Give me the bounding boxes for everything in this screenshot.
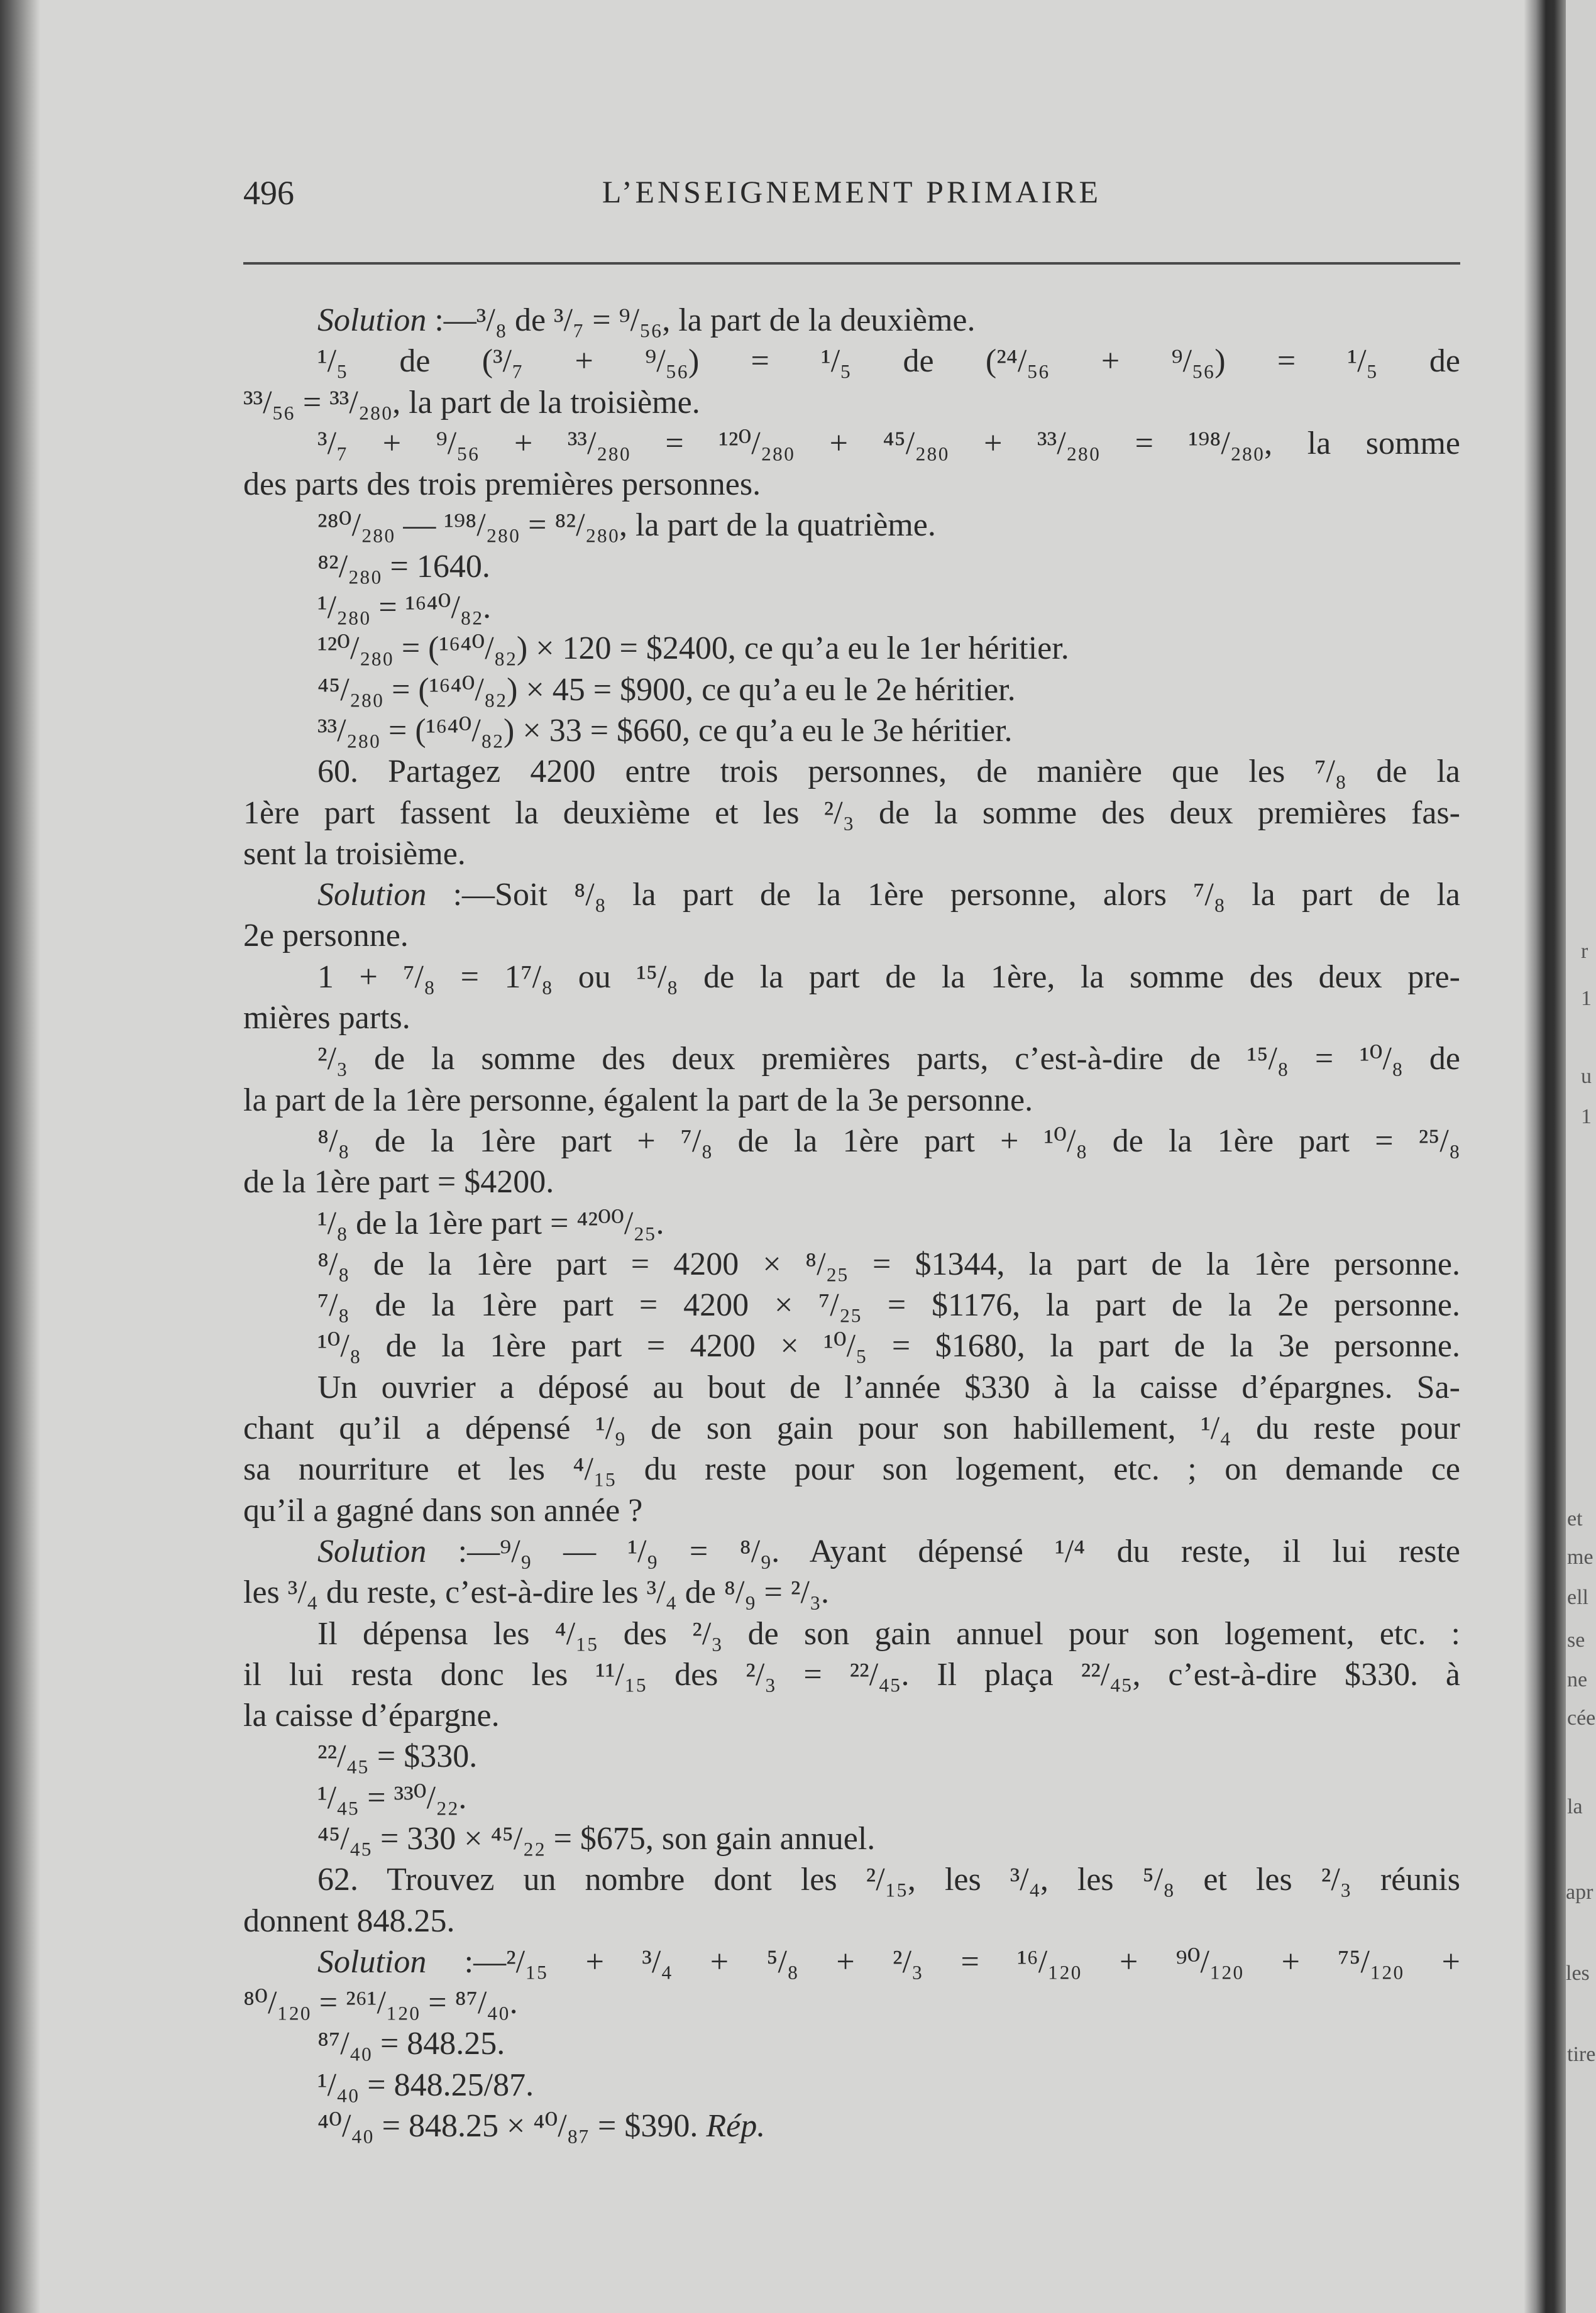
facing-page-fragment: r bbox=[1581, 940, 1588, 963]
text-line: ⁸⁰/₁₂₀ = ²⁶¹/₁₂₀ = ⁸⁷/₄₀. bbox=[243, 1985, 518, 2021]
text-line: sa nourriture et les ⁴/₁₅ du reste pour son logement, etc. ; on demande ce bbox=[243, 1451, 1460, 1488]
text-line: ²⁸⁰/₂₈₀ — ¹⁹⁸/₂₈₀ = ⁸²/₂₈₀, la part de la quatrième. bbox=[317, 507, 936, 544]
facing-page-fragment: cée bbox=[1567, 1706, 1596, 1730]
text-line: ¹/₂₈₀ = ¹⁶⁴⁰/₈₂. bbox=[317, 590, 492, 626]
text-line: ⁴⁵/₂₈₀ = (¹⁶⁴⁰/₈₂) × 45 = $900, ce qu’a eu le 2e héritier. bbox=[317, 671, 1016, 708]
text-line: 2e personne. bbox=[243, 918, 409, 954]
text-line: la part de la 1ère personne, égalent la part de la 3e personne. bbox=[243, 1082, 1033, 1118]
facing-page-edge bbox=[1566, 0, 1596, 2313]
facing-page-fragment: 1 bbox=[1581, 987, 1592, 1010]
text-line: Solution :—²/₁₅ + ³/₄ + ⁵/₈ + ²/₃ = ¹⁶/₁₂₀ + ⁹⁰/₁₂₀ + ⁷⁵/₁₂₀ + bbox=[317, 1943, 1460, 1980]
text-line: ¹²⁰/₂₈₀ = (¹⁶⁴⁰/₈₂) × 120 = $2400, ce qu’a eu le 1er héritier. bbox=[317, 630, 1069, 667]
text-line: qu’il a gagné dans son année ? bbox=[243, 1492, 643, 1529]
solution-label: Solution bbox=[317, 302, 427, 338]
text-line: ⁸/₈ de la 1ère part + ⁷/₈ de la 1ère part + ¹⁰/₈ de la 1ère part = ²⁵/₈ bbox=[317, 1123, 1460, 1159]
facing-page-fragment: ell bbox=[1567, 1586, 1588, 1609]
text-line: ²²/₄₅ = $330. bbox=[317, 1739, 478, 1775]
text-line: 62. Trouvez un nombre dont les ²/₁₅, les ³/₄, les ⁵/₈ et les ²/₃ réunis bbox=[317, 1862, 1460, 1898]
facing-page-fragment: se bbox=[1567, 1629, 1585, 1652]
text-line: ³³/₅₆ = ³³/₂₈₀, la part de la troisième. bbox=[243, 384, 700, 420]
answer-label: Rép. bbox=[706, 2108, 766, 2145]
facing-page-fragment: la bbox=[1567, 1795, 1583, 1818]
text-line: Solution :—Soit ⁸/₈ la part de la 1ère personne, alors ⁷/₈ la part de la bbox=[317, 877, 1460, 913]
text-line: ⁸/₈ de la 1ère part = 4200 × ⁸/₂₅ = $1344, la part de la 1ère personne. bbox=[317, 1246, 1460, 1282]
text-line: donnent 848.25. bbox=[243, 1903, 455, 1939]
solution-label: Solution bbox=[317, 1943, 427, 1980]
book-binding-edge bbox=[0, 0, 40, 2313]
page-number: 496 bbox=[243, 174, 294, 212]
text-line: ⁴⁰/₄₀ = 848.25 × ⁴⁰/₈₇ = $390. Rép. bbox=[317, 2108, 766, 2145]
page-body bbox=[243, 300, 1460, 2146]
text-line: la caisse d’épargne. bbox=[243, 1698, 500, 1734]
text-line: ¹/₄₀ = 848.25/87. bbox=[317, 2067, 534, 2103]
text-line: ⁸²/₂₈₀ = 1640. bbox=[317, 548, 490, 585]
text-line: Un ouvrier a déposé au bout de l’année $330 à la caisse d’épargnes. Sa- bbox=[317, 1369, 1460, 1405]
text-line: il lui resta donc les ¹¹/₁₅ des ²/₃ = ²²/₄₅. Il plaça ²²/₄₅, c’est-à-dire $330. à bbox=[243, 1656, 1460, 1693]
solution-label: Solution bbox=[317, 1533, 427, 1569]
text-line: 1ère part fassent la deuxième et les ²/₃ de la somme des deux premières fas- bbox=[243, 794, 1460, 831]
text-line: 60. Partagez 4200 entre trois personnes, de manière que les ⁷/₈ de la bbox=[317, 754, 1460, 790]
facing-page-fragment: et bbox=[1567, 1507, 1583, 1530]
text-line: ¹⁰/₈ de la 1ère part = 4200 × ¹⁰/₅ = $1680, la part de la 3e personne. bbox=[317, 1328, 1460, 1365]
text-line: 1 + ⁷/₈ = 1⁷/₈ ou ¹⁵/₈ de la part de la 1ère, la somme des deux pre- bbox=[317, 959, 1460, 995]
text-line: sent la troisième. bbox=[243, 835, 466, 872]
header-rule bbox=[243, 262, 1460, 265]
text-line: les ³/₄ du reste, c’est-à-dire les ³/₄ de ⁸/₉ = ²/₃. bbox=[243, 1574, 830, 1611]
text-line: ⁷/₈ de la 1ère part = 4200 × ⁷/₂₅ = $1176, la part de la 2e personne. bbox=[317, 1287, 1460, 1324]
facing-page-fragment: 1 bbox=[1581, 1105, 1592, 1128]
facing-page-fragment: u bbox=[1581, 1065, 1592, 1088]
text-line: Solution :—⁹/₉ — ¹/₉ = ⁸/₉. Ayant dépensé ¹/⁴ du reste, il lui reste bbox=[317, 1533, 1460, 1569]
text-line: des parts des trois premières personnes. bbox=[243, 466, 761, 503]
facing-page-fragment: apr bbox=[1566, 1881, 1593, 1904]
text-line: ⁸⁷/₄₀ = 848.25. bbox=[317, 2026, 505, 2062]
text-line: ¹/₈ de la 1ère part = ⁴²⁰⁰/₂₅. bbox=[317, 1205, 664, 1241]
solution-label: Solution bbox=[317, 877, 427, 913]
text-line: ²/₃ de la somme des deux premières parts, c’est-à-dire de ¹⁵/₈ = ¹⁰/₈ de bbox=[317, 1041, 1460, 1077]
text-line: ¹/₄₅ = ³³⁰/₂₂. bbox=[317, 1779, 467, 1816]
text-line: ³³/₂₈₀ = (¹⁶⁴⁰/₈₂) × 33 = $660, ce qu’a eu le 3e héritier. bbox=[317, 712, 1013, 749]
text-line: chant qu’il a dépensé ¹/₉ de son gain pour son habillement, ¹/₄ du reste pour bbox=[243, 1410, 1460, 1447]
facing-page-fragment: tire bbox=[1567, 2043, 1596, 2066]
running-head: L’ENSEIGNEMENT PRIMAIRE bbox=[602, 174, 1102, 209]
page-gutter-shadow bbox=[1524, 0, 1566, 2313]
text-line: Il dépensa les ⁴/₁₅ des ²/₃ de son gain annuel pour son logement, etc. : bbox=[317, 1615, 1460, 1652]
facing-page-fragment: ne bbox=[1567, 1668, 1588, 1691]
text-line: de la 1ère part = $4200. bbox=[243, 1164, 554, 1200]
facing-page-fragment: me bbox=[1567, 1546, 1593, 1569]
text-line: ³/₇ + ⁹/₅₆ + ³³/₂₈₀ = ¹²⁰/₂₈₀ + ⁴⁵/₂₈₀ + ³³/₂₈₀ = ¹⁹⁸/₂₈₀, la somme bbox=[317, 425, 1460, 461]
text-line: Solution :—³/₈ de ³/₇ = ⁹/₅₆, la part de la deuxième. bbox=[317, 302, 976, 338]
facing-page-fragment: les bbox=[1566, 1962, 1590, 1985]
text-line: mières parts. bbox=[243, 1000, 410, 1036]
text-line: ¹/₅ de (³/₇ + ⁹/₅₆) = ¹/₅ de (²⁴/₅₆ + ⁹/₅₆) = ¹/₅ de bbox=[317, 343, 1460, 380]
text-line: ⁴⁵/₄₅ = 330 × ⁴⁵/₂₂ = $675, son gain annuel. bbox=[317, 1820, 876, 1857]
